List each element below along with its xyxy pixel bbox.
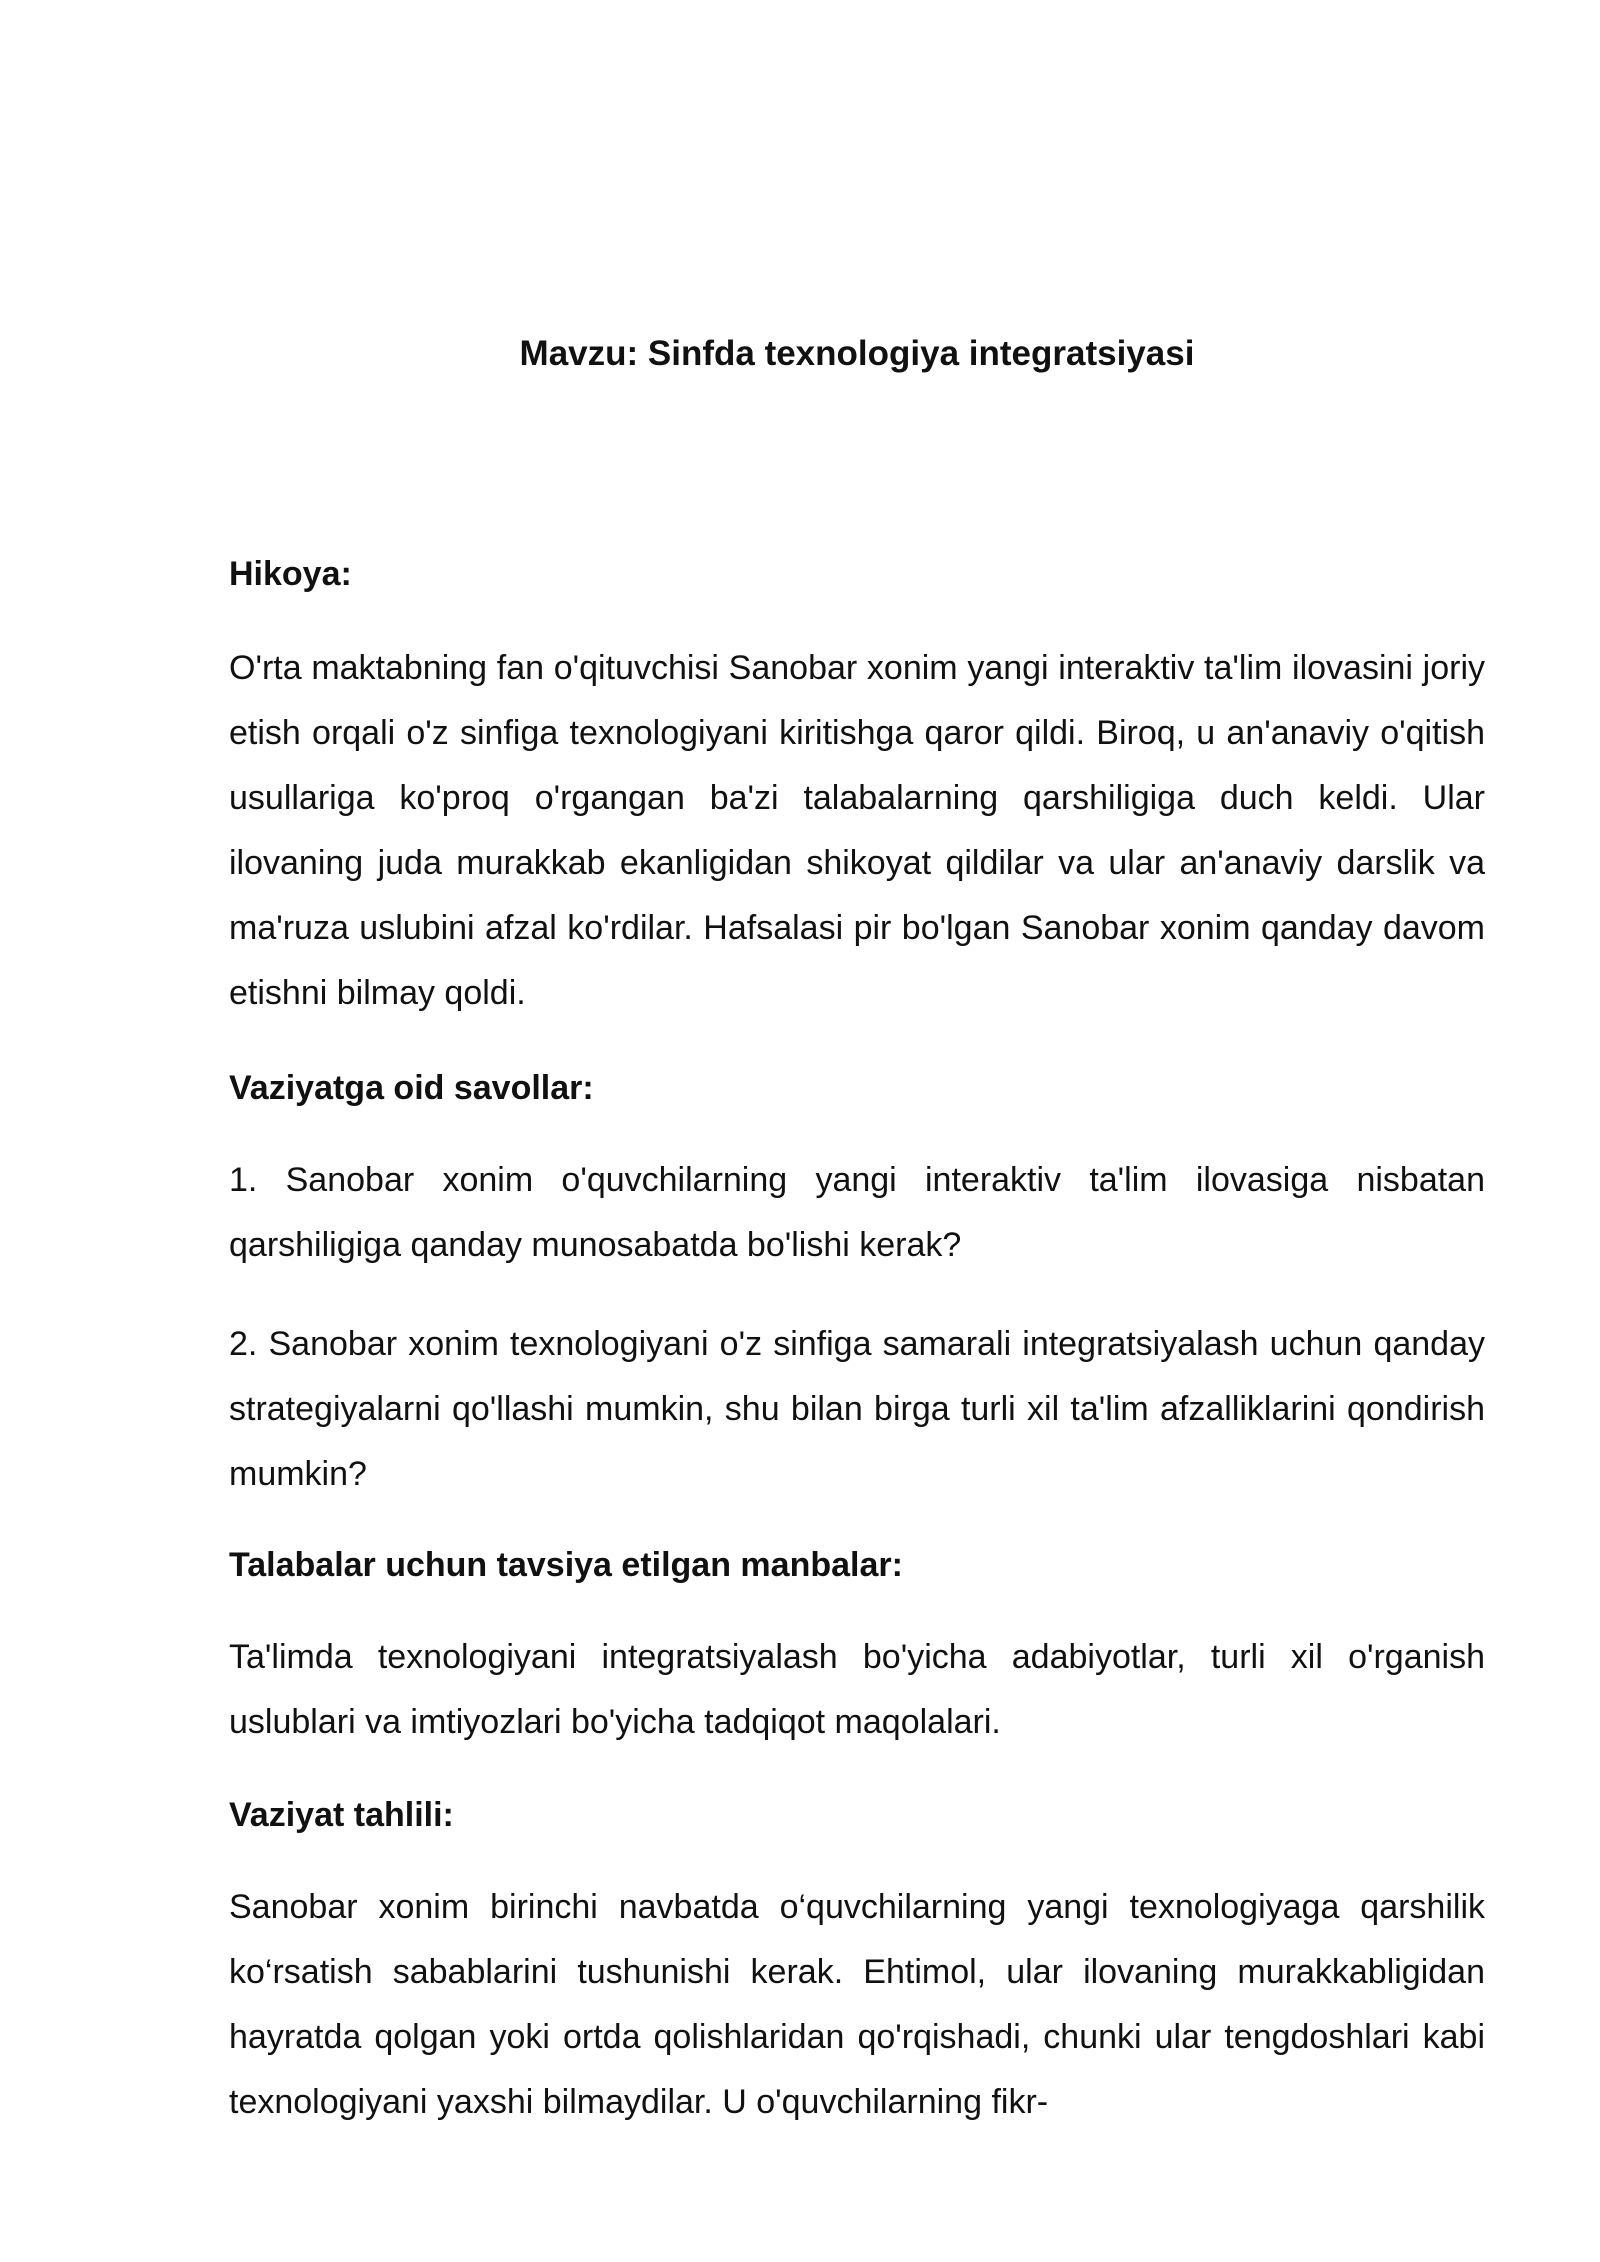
question-item-2: 2. Sanobar xonim texnologiyani o'z sinfiga samarali integratsiyalash uchun qanday strategiyalarni qo'llashi mumkin, shu bilan birga turli xil ta'lim afzalliklarini qondirish mumkin?: [229, 1325, 1485, 1493]
document-body: [229, 330, 1485, 2135]
paragraph-hikoya: O'rta maktabning fan o'qituvchisi Sanobar xonim yangi interaktiv ta'lim ilovasini joriy etish orqali o'z sinfiga texnologiyani kiritishga qaror qildi. Biroq, u an'anaviy o'qitish usullariga ko'proq o'rgangan ba'zi talabalarning qarshiligiga duch keldi. Ular ilovaning juda murakkab ekanligidan shikoyat qildilar va ular an'anaviy darslik va ma'ruza uslubini afzal ko'rdilar. Hafsalasi pir bo'lgan Sanobar xonim qanday davom etishni bilmay qoldi.: [229, 649, 1485, 1012]
section-heading-analysis: Vaziyat tahlili:: [229, 1796, 454, 1834]
section-heading-hikoya: Hikoya:: [229, 555, 352, 593]
section-heading-questions: Vaziyatga oid savollar:: [229, 1069, 594, 1107]
section-heading-resources: Talabalar uchun tavsiya etilgan manbalar:: [229, 1546, 903, 1584]
paragraph-analysis: Sanobar xonim birinchi navbatda o‘quvchilarning yangi texnologiyaga qarshilik ko‘rsatish sabablarini tushunishi kerak. Ehtimol, ular ilovaning murakkabligidan hayratda qolgan yoki ortda qolishlaridan qo'rqishadi, chunki ular tengdoshlari kabi texnologiyani yaxshi bilmaydilar. U o'quvchilarning fikr-: [229, 1888, 1485, 2121]
question-item-1: 1. Sanobar xonim o'quvchilarning yangi interaktiv ta'lim ilovasiga nisbatan qarshiligiga qanday munosabatda bo'lishi kerak?: [229, 1161, 1485, 1264]
paragraph-resources: Ta'limda texnologiyani integratsiyalash bo'yicha adabiyotlar, turli xil o'rganish uslublari va imtiyozlari bo'yicha tadqiqot maqolalari.: [229, 1638, 1485, 1741]
page-title: Mavzu: Sinfda texnologiya integratsiyasi: [519, 334, 1195, 373]
